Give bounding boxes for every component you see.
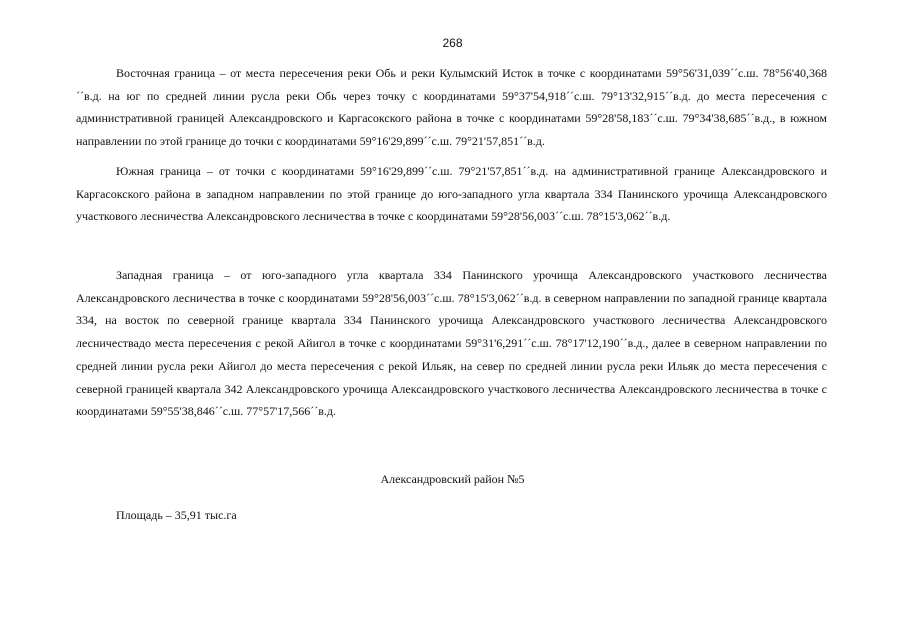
section-title: Александровский район №5	[380, 472, 525, 486]
page-number: 268	[442, 36, 463, 50]
area-text: Площадь – 35,91 тыс.га	[116, 508, 237, 522]
east-boundary-paragraph: Восточная граница – от места пересечения реки Обь и реки Кулымский Исток в точке с координатами 59°56'31,039´´с.ш. 78°56'40,368´´в.д. на юг по средней линии русла реки Обь через точку с координатами 59°37'54,918´´с.ш. 79°13'32,915´´в.д. до места пересечения с административной границей Александровского и Каргасокского района в точке с координатами 59°28'58,183´´с.ш. 79°34'38,685´´в.д., в южном направлении по этой границе до точки с координатами 59°16'29,899´´с.ш. 79°21'57,851´´в.д.	[76, 66, 827, 149]
west-boundary-paragraph: Западная граница – от юго-западного угла квартала 334 Панинского урочища Александровского участкового лесничества Александровского лесничества в точке с координатами 59°28'56,003´´с.ш. 78°15'3,062´´в.д. в северном направлении по западной границе квартала 334, на восток по северной границе квартала 334 Панинского урочища Александровского участкового лесничества Александровского лесничествадо места пересечения с рекой Айигол в точке с координатами 59°31'6,291´´с.ш. 78°17'12,190´´в.д., далее в северном направлении по средней линии русла реки Айигол до места пересечения с рекой Ильяк, на север по средней линии русла реки Ильяк до места пересечения с северной границей квартала 342 Александровского урочища Александровского участкового лесничества Александровского лесничества в точке с координатами 59°55'38,846´´с.ш. 77°57'17,566´´в.д.	[76, 268, 827, 419]
south-boundary-paragraph: Южная граница – от точки с координатами 59°16'29,899´´с.ш. 79°21'57,851´´в.д. на административной границе Александровского и Каргасокского района в западном направлении по этой границе до юго-западного угла квартала 334 Панинского урочища Александровского участкового лесничества Александровского лесничества в точке с координатами 59°28'56,003´´с.ш. 78°15'3,062´´в.д.	[76, 164, 827, 224]
